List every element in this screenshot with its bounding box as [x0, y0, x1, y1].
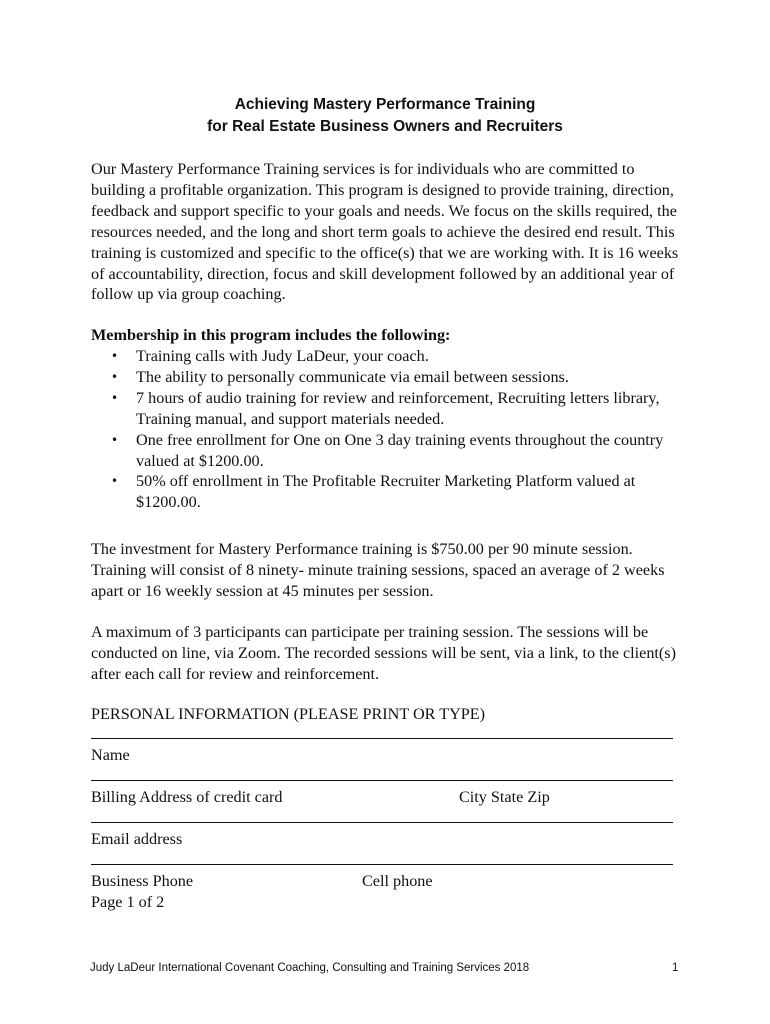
membership-list-item	[91, 346, 691, 367]
membership-list-item	[91, 388, 691, 430]
document-title-line-1: Achieving Mastery Performance Training	[234, 96, 536, 113]
footer-page-number: 1	[672, 962, 679, 974]
email-address-label: Email address	[91, 830, 183, 848]
personal-info-heading: PERSONAL INFORMATION (PLEASE PRINT OR TYPE)	[91, 705, 486, 723]
page-indicator: Page 1 of 2	[91, 893, 165, 911]
maximum-participants-paragraph: A maximum of 3 participants can participate per training session. The sessions will be conducted on line, via Zoom. The recorded sessions will be sent, via a link, to the client(s) after each call for review and reinforcement.	[91, 623, 677, 683]
bullet-icon: •	[111, 390, 119, 405]
bullet-icon: •	[111, 432, 119, 447]
name-field-line[interactable]	[91, 738, 673, 739]
billing-address-field-line[interactable]	[91, 780, 673, 781]
membership-item-text: Training calls with Judy LaDeur, your coach.	[136, 347, 429, 365]
membership-item-text: The ability to personally communicate via email between sessions.	[136, 367, 569, 386]
bullet-icon: •	[111, 349, 119, 363]
city-state-zip-label: City State Zip	[459, 788, 550, 806]
membership-item-text: One free enrollment for One on One 3 day training events throughout the country valued at $1200.00.	[136, 430, 664, 470]
intro-paragraph: Our Mastery Performance Training services is for individuals who are committed to building a profitable organization. This program is designed to provide training, direction, feedback and support specific to your goals and needs. We focus on the skills required, the resources needed, and the long and short term goals to achieve the desired end result. This training is customized and specific to the office(s) that we are working with. It is 16 weeks of accountability, direction, focus and skill development followed by an additional year of follow up via group coaching.	[91, 160, 679, 304]
membership-item-text: 7 hours of audio training for review and reinforcement, Recruiting letters library, Training manual, and support materials needed.	[136, 388, 660, 428]
membership-heading: Membership in this program includes the following:	[91, 326, 451, 344]
billing-address-label: Billing Address of credit card	[91, 788, 283, 806]
business-phone-label: Business Phone	[91, 872, 194, 890]
membership-item-text: 50% off enrollment in The Profitable Recruiter Marketing Platform valued at $1200.00.	[136, 472, 636, 512]
investment-paragraph: The investment for Mastery Performance training is $750.00 per 90 minute session. Training will consist of 8 ninety- minute training sessions, spaced an average of 2 weeks apart or 16 weekly session at 45 minutes per session.	[91, 540, 665, 600]
membership-list	[91, 346, 691, 513]
bullet-icon: •	[111, 369, 119, 384]
membership-list-item	[91, 471, 691, 513]
document-title-line-2: for Real Estate Business Owners and Recruiters	[207, 118, 563, 135]
footer-text: Judy LaDeur International Covenant Coaching, Consulting and Training Services 2018	[90, 962, 530, 974]
name-label: Name	[91, 746, 130, 764]
cell-phone-label: Cell phone	[362, 872, 433, 890]
membership-list-item	[91, 430, 691, 472]
membership-list-item	[91, 367, 691, 388]
phone-field-line[interactable]	[91, 864, 673, 865]
bullet-icon: •	[111, 474, 119, 489]
email-field-line[interactable]	[91, 822, 673, 823]
